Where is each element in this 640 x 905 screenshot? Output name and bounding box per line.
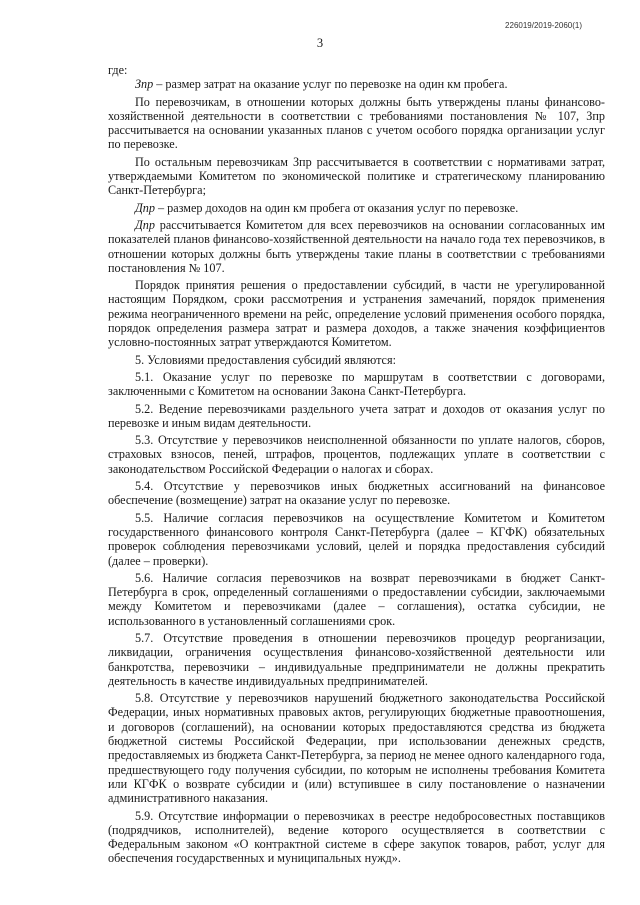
paragraph-5-9: 5.9. Отсутствие информации о перевозчиках в реестре недобросовестных поставщиков (подрядчиков, исполнителей), ведение которого осуществляется в соответствии с Федеральным законом «О контрактной системе в сфере закупок товаров, работ, услуг для обеспечения государственных и муниципальных нужд». <box>108 808 605 866</box>
symbol-dpr: Дпр <box>135 217 155 232</box>
paragraph-dpr-definition: Дпр – размер доходов на один км пробега от оказания услуг по перевозке. <box>135 200 519 215</box>
paragraph-dpr-calculation: Дпр рассчитывается Комитетом для всех перевозчиков на основании согласованных им показателей планов финансово-хозяйственной деятельности на начало года тех перевозчиков, в отношении которых должны быть утверждены такие планы в соответствии с требованиями постановления № 107. <box>108 217 605 275</box>
document-id: 226019/2019-2060(1) <box>505 21 582 30</box>
paragraph-5-8: 5.8. Отсутствие у перевозчиков нарушений бюджетного законодательства Российской Федерации, иных нормативных правовых актов, регулирующих бюджетные правоотношения, и договоров (соглашений), на основании которых предоставляются средства из бюджета бюджетной системы Российской Федерации, при использовании денежных средств, предоставляемых из бюджета Санкт-Петербурга, за период не менее одного календарного года, предшествующего году получения субсидии, по которым не исполнены требования Комитета или КГФК о возврате субсидии и (или) вступившее в силу постановление о назначении административного наказания. <box>108 691 605 806</box>
paragraph-zpr-other: По остальным перевозчикам Зпр рассчитывается в соответствии с нормативами затрат, утверждаемыми Комитетом по экономической политике и стратегическому планированию Санкт-Петербурга; <box>108 154 605 198</box>
paragraph-5-6: 5.6. Наличие согласия перевозчиков на возврат перевозчиками в бюджет Санкт-Петербурга в срок, определенный соглашениями о предоставлении субсидии, заключаемыми между Комитетом и перевозчиками (далее – соглашения), остатка субсидии, не использованного в установленный соглашениями срок. <box>108 570 605 628</box>
paragraph-procedure: Порядок принятия решения о предоставлении субсидий, в части не урегулированной настоящим Порядком, сроки рассмотрения и устранения замечаний, порядок применения режима неограниченного времени на рейс, определение условий применения особого порядка, порядок определения размера затрат и размера доходов, а также значения коэффициентов условно-постоянных затрат утверждаются Комитетом. <box>108 278 605 350</box>
symbol-zpr: Зпр <box>135 77 154 92</box>
paragraph-5-5: 5.5. Наличие согласия перевозчиков на осуществление Комитетом и Комитетом государственного финансового контроля Санкт-Петербурга (далее – КГФК) обязательных проверок соблюдения перевозчиками условий, целей и порядка предоставления субсидий (далее – проверки). <box>108 510 605 568</box>
paragraph-5-4: 5.4. Отсутствие у перевозчиков иных бюджетных ассигнований на финансовое обеспечение (возмещение) затрат на оказание услуг по перевозке. <box>108 479 605 508</box>
paragraph-5: 5. Условиями предоставления субсидий являются: <box>135 352 396 367</box>
symbol-dpr: Дпр <box>135 200 155 215</box>
document-body <box>108 63 605 869</box>
paragraph-where: где: <box>108 63 128 77</box>
paragraph-5-1: 5.1. Оказание услуг по перевозке по маршрутам в соответствии с договорами, заключенными с Комитетом на основании Закона Санкт-Петербурга. <box>108 369 605 399</box>
paragraph-5-7: 5.7. Отсутствие проведения в отношении перевозчиков процедур реорганизации, ликвидации, ограничения осуществления финансово-хозяйственной деятельности или банкротства, перевозчики – индивидуальные предприниматели не должны прекратить деятельность в качестве индивидуальных предпринимателей. <box>108 630 605 688</box>
paragraph-5-2: 5.2. Ведение перевозчиками раздельного учета затрат и доходов от оказания услуг по перевозке и иным видам деятельности. <box>108 401 605 430</box>
paragraph-zpr-plans: По перевозчикам, в отношении которых должны быть утверждены планы финансово-хозяйственной деятельности в соответствии с требованиями постановления № 107, Зпр рассчитывается на основании указанных планов с учетом особого порядка организации услуг по перевозке. <box>108 94 605 152</box>
paragraph-zpr-definition: Зпр – размер затрат на оказание услуг по перевозке на один км пробега. <box>135 77 508 92</box>
page-number: 3 <box>316 36 324 50</box>
paragraph-5-3: 5.3. Отсутствие у перевозчиков неисполненной обязанности по уплате налогов, сборов, страховых взносов, пеней, штрафов, процентов, подлежащих уплате в соответствии с законодательством Российской Федерации о налогах и сборах. <box>108 433 605 476</box>
